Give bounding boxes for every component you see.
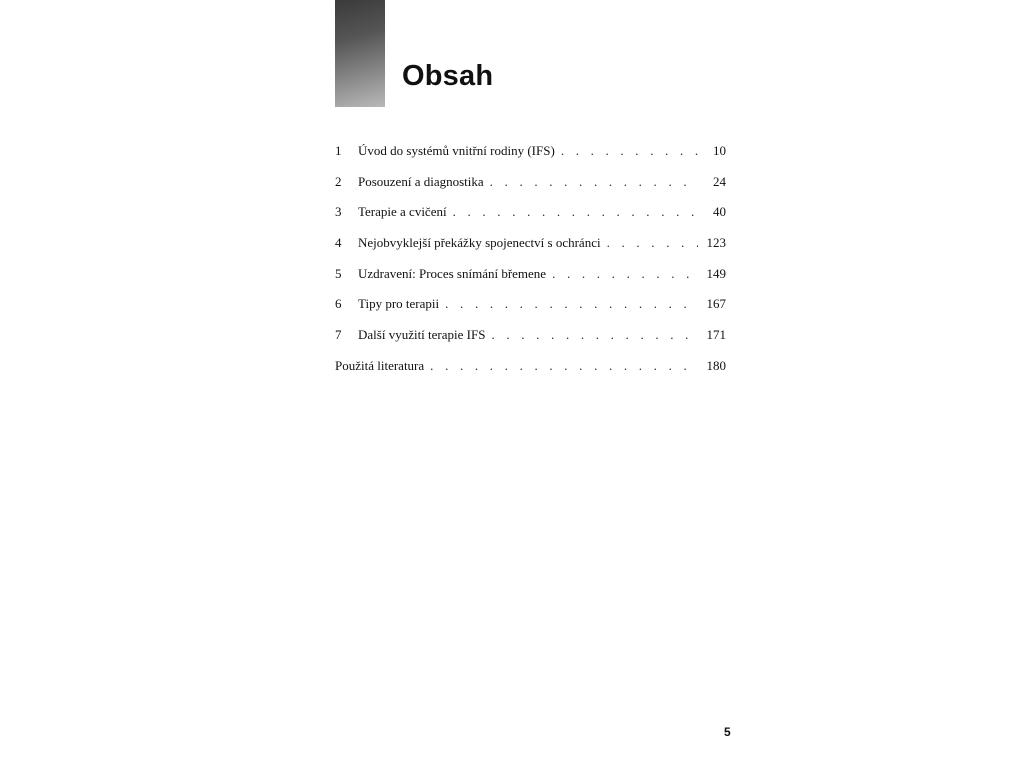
toc-leader-dots bbox=[445, 296, 698, 312]
toc-entry-page: 40 bbox=[713, 204, 726, 220]
toc-entry-page: 167 bbox=[706, 296, 726, 312]
page-title: Obsah bbox=[402, 60, 494, 92]
toc-entry-title: Tipy pro terapii bbox=[358, 296, 440, 312]
toc-entry-number: 7 bbox=[335, 327, 342, 343]
toc-entry-number: 5 bbox=[335, 265, 342, 281]
toc-leader-dots bbox=[491, 327, 698, 343]
toc-leader-dots bbox=[607, 235, 698, 251]
toc-entry-number: 4 bbox=[335, 235, 342, 251]
toc-entry-page: 171 bbox=[706, 327, 726, 343]
chapter-heading-gradient-block bbox=[335, 0, 385, 107]
toc-leader-dots bbox=[453, 204, 698, 220]
toc-entry-number: 3 bbox=[335, 204, 342, 220]
toc-entry-2[interactable] bbox=[335, 174, 726, 205]
page-number: 5 bbox=[724, 725, 731, 739]
toc-entry-number: 1 bbox=[335, 143, 342, 158]
toc-entry-page: 123 bbox=[706, 235, 726, 251]
toc-entry-page: 149 bbox=[706, 265, 726, 281]
toc-leader-dots bbox=[430, 358, 698, 374]
toc-entry-title: Uzdravení: Proces snímání břemene bbox=[358, 265, 547, 281]
toc-entry-6[interactable] bbox=[335, 296, 726, 327]
toc-entry-7[interactable] bbox=[335, 327, 726, 358]
toc-entry-5[interactable] bbox=[335, 266, 726, 297]
toc-entry-title: Další využití terapie IFS bbox=[358, 327, 486, 343]
toc-entry-page: 24 bbox=[713, 173, 726, 189]
toc-entry-number: 2 bbox=[335, 173, 342, 189]
toc-leader-dots bbox=[561, 143, 698, 159]
toc-entry-references[interactable] bbox=[335, 358, 726, 389]
toc-entry-page: 180 bbox=[706, 357, 726, 373]
table-of-contents bbox=[335, 143, 726, 389]
toc-entry-title: Použitá literatura bbox=[335, 357, 425, 373]
toc-entry-title: Posouzení a diagnostika bbox=[358, 173, 484, 189]
toc-entry-title: Nejobvyklejší překážky spojenectví s ochránci bbox=[358, 235, 601, 251]
toc-entry-title: Terapie a cvičení bbox=[358, 204, 447, 220]
toc-entry-number: 6 bbox=[335, 296, 342, 312]
toc-entry-4[interactable] bbox=[335, 235, 726, 266]
toc-leader-dots bbox=[552, 266, 698, 282]
toc-entry-1[interactable] bbox=[335, 143, 726, 174]
toc-leader-dots bbox=[490, 174, 698, 190]
toc-entry-title: Úvod do systémů vnitřní rodiny (IFS) bbox=[358, 143, 555, 158]
toc-entry-page: 10 bbox=[713, 143, 726, 158]
toc-entry-3[interactable] bbox=[335, 204, 726, 235]
